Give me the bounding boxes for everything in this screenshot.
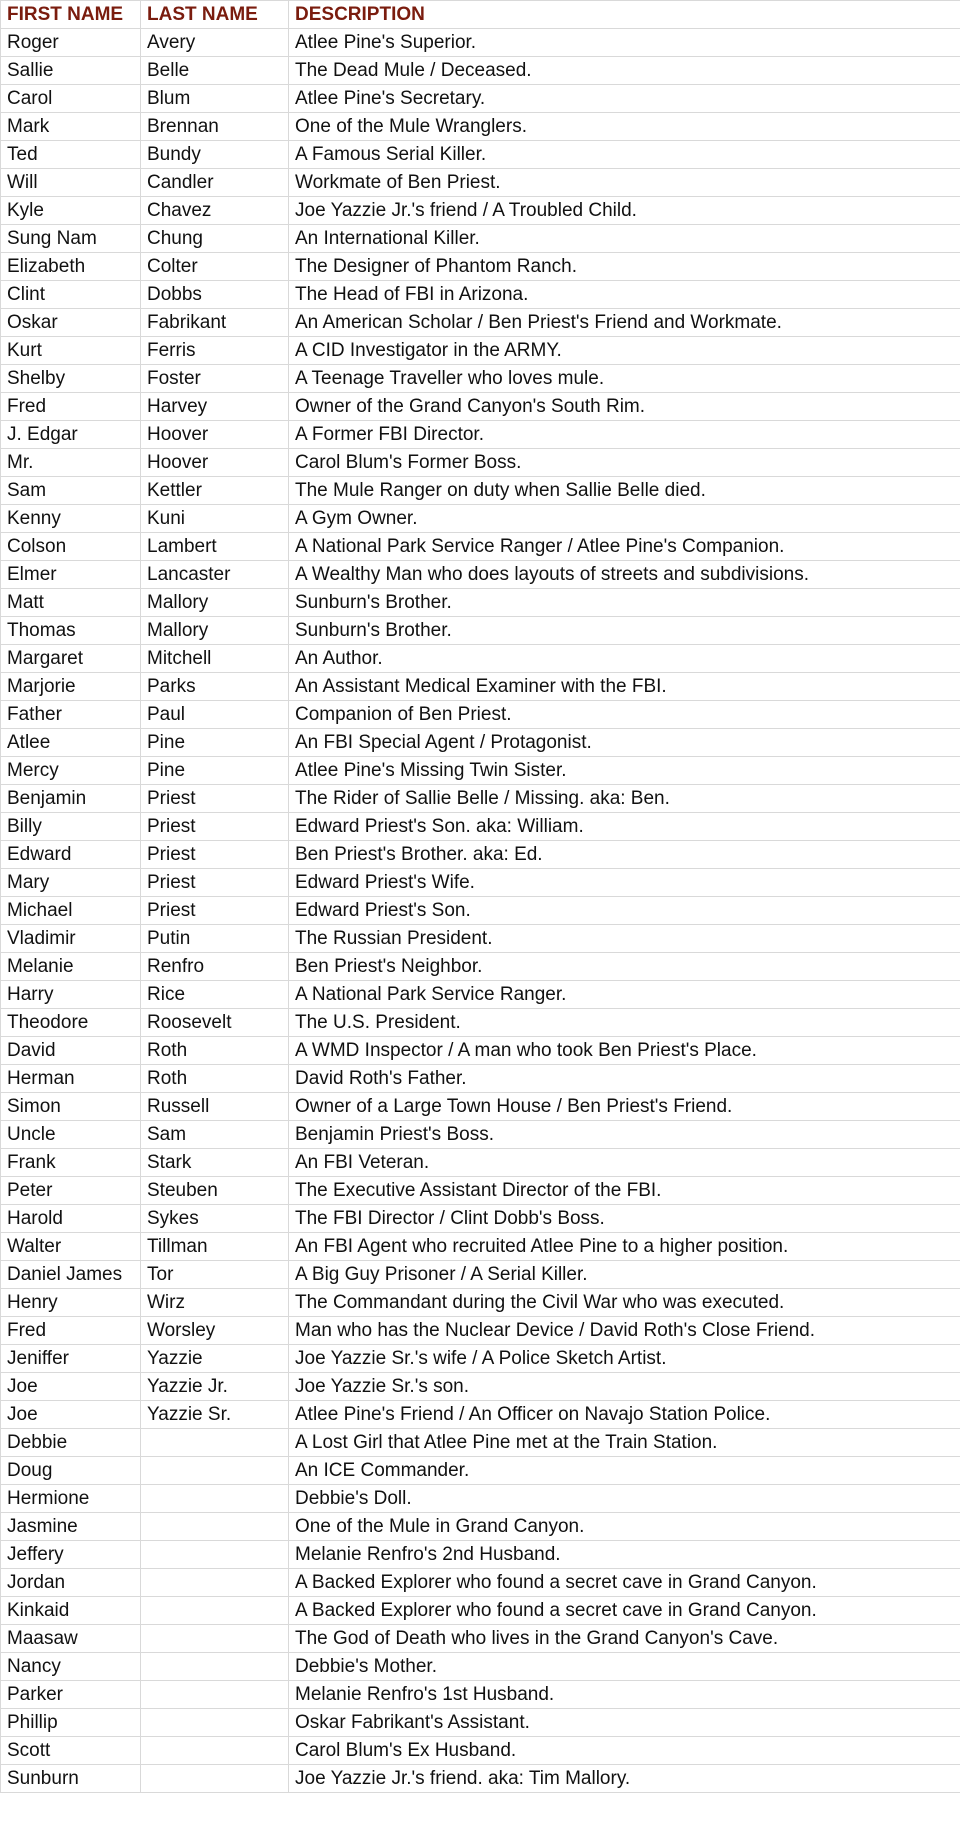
first-name-cell[interactable]: Shelby: [1, 365, 141, 393]
first-name-cell[interactable]: Fred: [1, 1317, 141, 1345]
last-name-cell[interactable]: Sam: [141, 1121, 289, 1149]
first-name-cell[interactable]: Sung Nam: [1, 225, 141, 253]
first-name-cell[interactable]: Mary: [1, 869, 141, 897]
table-row: [1, 533, 960, 561]
last-name-cell[interactable]: [141, 1681, 289, 1709]
last-name-cell[interactable]: Pine: [141, 729, 289, 757]
last-name-cell[interactable]: Belle: [141, 57, 289, 85]
description-cell[interactable]: An Author.: [289, 645, 960, 673]
first-name-cell[interactable]: Simon: [1, 1093, 141, 1121]
table-row: [1, 1177, 960, 1205]
last-name-cell[interactable]: Harvey: [141, 393, 289, 421]
description-cell[interactable]: Melanie Renfro's 1st Husband.: [289, 1681, 960, 1709]
last-name-cell[interactable]: Chavez: [141, 197, 289, 225]
description-cell[interactable]: An International Killer.: [289, 225, 960, 253]
table-row: [1, 1009, 960, 1037]
last-name-cell[interactable]: [141, 1597, 289, 1625]
last-name-cell[interactable]: Priest: [141, 897, 289, 925]
last-name-cell[interactable]: Tor: [141, 1261, 289, 1289]
last-name-cell[interactable]: Bundy: [141, 141, 289, 169]
last-name-cell[interactable]: [141, 1765, 289, 1793]
last-name-cell[interactable]: Parks: [141, 673, 289, 701]
last-name-cell[interactable]: Yazzie Sr.: [141, 1401, 289, 1429]
first-name-cell[interactable]: Herman: [1, 1065, 141, 1093]
first-name-cell[interactable]: Mr.: [1, 449, 141, 477]
description-cell[interactable]: An American Scholar / Ben Priest's Friend and Workmate.: [289, 309, 960, 337]
table-row: [1, 1345, 960, 1373]
last-name-cell[interactable]: Chung: [141, 225, 289, 253]
table-row: [1, 1737, 960, 1765]
description-cell[interactable]: Edward Priest's Son.: [289, 897, 960, 925]
table-row: [1, 253, 960, 281]
last-name-cell[interactable]: Candler: [141, 169, 289, 197]
description-cell[interactable]: Benjamin Priest's Boss.: [289, 1121, 960, 1149]
table-row: [1, 841, 960, 869]
first-name-cell[interactable]: Kurt: [1, 337, 141, 365]
last-name-cell[interactable]: Fabrikant: [141, 309, 289, 337]
last-name-cell[interactable]: Yazzie Jr.: [141, 1373, 289, 1401]
last-name-cell[interactable]: [141, 1737, 289, 1765]
description-cell[interactable]: A Lost Girl that Atlee Pine met at the Train Station.: [289, 1429, 960, 1457]
last-name-cell[interactable]: Yazzie: [141, 1345, 289, 1373]
description-cell[interactable]: The God of Death who lives in the Grand Canyon's Cave.: [289, 1625, 960, 1653]
table-row: [1, 1457, 960, 1485]
table-row: [1, 225, 960, 253]
table-row: [1, 1513, 960, 1541]
description-cell[interactable]: David Roth's Father.: [289, 1065, 960, 1093]
description-cell[interactable]: Atlee Pine's Secretary.: [289, 85, 960, 113]
table-row: [1, 813, 960, 841]
first-name-cell[interactable]: Matt: [1, 589, 141, 617]
table-row: [1, 1065, 960, 1093]
description-cell[interactable]: Debbie's Doll.: [289, 1485, 960, 1513]
table-row: [1, 1233, 960, 1261]
description-cell[interactable]: Workmate of Ben Priest.: [289, 169, 960, 197]
table-row: [1, 729, 960, 757]
description-cell[interactable]: Atlee Pine's Friend / An Officer on Navajo Station Police.: [289, 1401, 960, 1429]
last-name-cell[interactable]: Avery: [141, 29, 289, 57]
description-cell[interactable]: Sunburn's Brother.: [289, 589, 960, 617]
first-name-cell[interactable]: Jeniffer: [1, 1345, 141, 1373]
last-name-cell[interactable]: [141, 1625, 289, 1653]
first-name-cell[interactable]: Kinkaid: [1, 1597, 141, 1625]
description-cell[interactable]: One of the Mule Wranglers.: [289, 113, 960, 141]
last-name-cell[interactable]: Priest: [141, 813, 289, 841]
last-name-cell[interactable]: [141, 1457, 289, 1485]
last-name-cell[interactable]: [141, 1569, 289, 1597]
description-cell[interactable]: The Commandant during the Civil War who was executed.: [289, 1289, 960, 1317]
table-row: [1, 197, 960, 225]
table-body: [1, 29, 960, 1793]
description-cell[interactable]: A National Park Service Ranger / Atlee Pine's Companion.: [289, 533, 960, 561]
last-name-cell[interactable]: Colter: [141, 253, 289, 281]
description-cell[interactable]: Edward Priest's Wife.: [289, 869, 960, 897]
first-name-cell[interactable]: Walter: [1, 1233, 141, 1261]
last-name-cell[interactable]: Mallory: [141, 589, 289, 617]
description-cell[interactable]: A WMD Inspector / A man who took Ben Priest's Place.: [289, 1037, 960, 1065]
first-name-cell[interactable]: Theodore: [1, 1009, 141, 1037]
table-row: [1, 1317, 960, 1345]
description-cell[interactable]: One of the Mule in Grand Canyon.: [289, 1513, 960, 1541]
table-row: [1, 757, 960, 785]
description-cell[interactable]: Melanie Renfro's 2nd Husband.: [289, 1541, 960, 1569]
table-row: [1, 1401, 960, 1429]
first-name-cell[interactable]: Joe: [1, 1401, 141, 1429]
description-cell[interactable]: The Dead Mule / Deceased.: [289, 57, 960, 85]
table-row: [1, 449, 960, 477]
description-cell[interactable]: The Head of FBI in Arizona.: [289, 281, 960, 309]
last-name-cell[interactable]: Mitchell: [141, 645, 289, 673]
description-cell[interactable]: The Mule Ranger on duty when Sallie Belle died.: [289, 477, 960, 505]
last-name-cell[interactable]: Priest: [141, 869, 289, 897]
last-name-cell[interactable]: Roth: [141, 1065, 289, 1093]
table-row: [1, 617, 960, 645]
description-cell[interactable]: Edward Priest's Son. aka: William.: [289, 813, 960, 841]
first-name-cell[interactable]: Roger: [1, 29, 141, 57]
table-row: [1, 1625, 960, 1653]
description-cell[interactable]: A Big Guy Prisoner / A Serial Killer.: [289, 1261, 960, 1289]
description-cell[interactable]: A CID Investigator in the ARMY.: [289, 337, 960, 365]
first-name-cell[interactable]: Benjamin: [1, 785, 141, 813]
first-name-cell[interactable]: Clint: [1, 281, 141, 309]
last-name-cell[interactable]: Tillman: [141, 1233, 289, 1261]
first-name-cell[interactable]: Hermione: [1, 1485, 141, 1513]
table-row: [1, 281, 960, 309]
first-name-cell[interactable]: Marjorie: [1, 673, 141, 701]
description-cell[interactable]: Man who has the Nuclear Device / David Roth's Close Friend.: [289, 1317, 960, 1345]
table-row: [1, 1541, 960, 1569]
first-name-cell[interactable]: Edward: [1, 841, 141, 869]
description-cell[interactable]: Ben Priest's Neighbor.: [289, 953, 960, 981]
description-cell[interactable]: A Gym Owner.: [289, 505, 960, 533]
first-name-cell[interactable]: Jeffery: [1, 1541, 141, 1569]
first-name-cell[interactable]: Harry: [1, 981, 141, 1009]
description-cell[interactable]: A Backed Explorer who found a secret cave in Grand Canyon.: [289, 1597, 960, 1625]
table-row: [1, 113, 960, 141]
first-name-cell[interactable]: Thomas: [1, 617, 141, 645]
last-name-cell[interactable]: Lancaster: [141, 561, 289, 589]
last-name-cell[interactable]: Priest: [141, 841, 289, 869]
table-row: [1, 673, 960, 701]
last-name-cell[interactable]: Putin: [141, 925, 289, 953]
first-name-cell[interactable]: Jordan: [1, 1569, 141, 1597]
description-cell[interactable]: An FBI Veteran.: [289, 1149, 960, 1177]
table-row: [1, 645, 960, 673]
first-name-cell[interactable]: Fred: [1, 393, 141, 421]
last-name-cell[interactable]: Kettler: [141, 477, 289, 505]
table-row: [1, 365, 960, 393]
first-name-cell[interactable]: Sallie: [1, 57, 141, 85]
last-name-cell[interactable]: Steuben: [141, 1177, 289, 1205]
table-row: [1, 477, 960, 505]
table-row: [1, 337, 960, 365]
first-name-cell[interactable]: Mark: [1, 113, 141, 141]
table-row: [1, 1653, 960, 1681]
table-row: [1, 309, 960, 337]
first-name-cell[interactable]: Will: [1, 169, 141, 197]
first-name-cell[interactable]: Melanie: [1, 953, 141, 981]
description-cell[interactable]: The Russian President.: [289, 925, 960, 953]
table-row: [1, 925, 960, 953]
first-name-cell[interactable]: Michael: [1, 897, 141, 925]
last-name-cell[interactable]: Brennan: [141, 113, 289, 141]
description-cell[interactable]: Companion of Ben Priest.: [289, 701, 960, 729]
description-cell[interactable]: A Backed Explorer who found a secret cave in Grand Canyon.: [289, 1569, 960, 1597]
header-first-name[interactable]: FIRST NAME: [1, 1, 141, 29]
description-cell[interactable]: Joe Yazzie Sr.'s son.: [289, 1373, 960, 1401]
first-name-cell[interactable]: Atlee: [1, 729, 141, 757]
description-cell[interactable]: An FBI Special Agent / Protagonist.: [289, 729, 960, 757]
table-row: [1, 1093, 960, 1121]
table-row: [1, 1121, 960, 1149]
table-row: [1, 561, 960, 589]
table-row: [1, 393, 960, 421]
last-name-cell[interactable]: Wirz: [141, 1289, 289, 1317]
first-name-cell[interactable]: Uncle: [1, 1121, 141, 1149]
first-name-cell[interactable]: Debbie: [1, 1429, 141, 1457]
first-name-cell[interactable]: Elizabeth: [1, 253, 141, 281]
table-row: [1, 1289, 960, 1317]
header-description[interactable]: DESCRIPTION: [289, 1, 960, 29]
table-row: [1, 505, 960, 533]
table-row: [1, 1037, 960, 1065]
last-name-cell[interactable]: [141, 1513, 289, 1541]
first-name-cell[interactable]: Sam: [1, 477, 141, 505]
last-name-cell[interactable]: Ferris: [141, 337, 289, 365]
first-name-cell[interactable]: Carol: [1, 85, 141, 113]
description-cell[interactable]: An FBI Agent who recruited Atlee Pine to a higher position.: [289, 1233, 960, 1261]
description-cell[interactable]: The FBI Director / Clint Dobb's Boss.: [289, 1205, 960, 1233]
table-row: [1, 981, 960, 1009]
last-name-cell[interactable]: [141, 1709, 289, 1737]
first-name-cell[interactable]: Doug: [1, 1457, 141, 1485]
table-row: [1, 29, 960, 57]
first-name-cell[interactable]: Mercy: [1, 757, 141, 785]
description-cell[interactable]: The Rider of Sallie Belle / Missing. aka: Ben.: [289, 785, 960, 813]
description-cell[interactable]: A Famous Serial Killer.: [289, 141, 960, 169]
table-row: [1, 1485, 960, 1513]
last-name-cell[interactable]: [141, 1429, 289, 1457]
last-name-cell[interactable]: Rice: [141, 981, 289, 1009]
description-cell[interactable]: Carol Blum's Ex Husband.: [289, 1737, 960, 1765]
table-row: [1, 85, 960, 113]
table-row: [1, 1765, 960, 1793]
last-name-cell[interactable]: Hoover: [141, 449, 289, 477]
description-cell[interactable]: Owner of the Grand Canyon's South Rim.: [289, 393, 960, 421]
last-name-cell[interactable]: [141, 1653, 289, 1681]
description-cell[interactable]: Debbie's Mother.: [289, 1653, 960, 1681]
first-name-cell[interactable]: Father: [1, 701, 141, 729]
table-row: [1, 1429, 960, 1457]
first-name-cell[interactable]: Phillip: [1, 1709, 141, 1737]
description-cell[interactable]: The U.S. President.: [289, 1009, 960, 1037]
first-name-cell[interactable]: Colson: [1, 533, 141, 561]
table-row: [1, 1597, 960, 1625]
first-name-cell[interactable]: Vladimir: [1, 925, 141, 953]
first-name-cell[interactable]: Kyle: [1, 197, 141, 225]
description-cell[interactable]: The Executive Assistant Director of the FBI.: [289, 1177, 960, 1205]
first-name-cell[interactable]: J. Edgar: [1, 421, 141, 449]
description-cell[interactable]: Atlee Pine's Superior.: [289, 29, 960, 57]
description-cell[interactable]: Sunburn's Brother.: [289, 617, 960, 645]
last-name-cell[interactable]: Blum: [141, 85, 289, 113]
first-name-cell[interactable]: Oskar: [1, 309, 141, 337]
table-row: [1, 869, 960, 897]
description-cell[interactable]: An Assistant Medical Examiner with the FBI.: [289, 673, 960, 701]
last-name-cell[interactable]: Mallory: [141, 617, 289, 645]
table-row: [1, 1709, 960, 1737]
first-name-cell[interactable]: Harold: [1, 1205, 141, 1233]
description-cell[interactable]: Joe Yazzie Jr.'s friend. aka: Tim Mallory.: [289, 1765, 960, 1793]
first-name-cell[interactable]: Frank: [1, 1149, 141, 1177]
first-name-cell[interactable]: Parker: [1, 1681, 141, 1709]
first-name-cell[interactable]: Maasaw: [1, 1625, 141, 1653]
table-row: [1, 57, 960, 85]
first-name-cell[interactable]: Sunburn: [1, 1765, 141, 1793]
last-name-cell[interactable]: Lambert: [141, 533, 289, 561]
first-name-cell[interactable]: Billy: [1, 813, 141, 841]
last-name-cell[interactable]: Renfro: [141, 953, 289, 981]
table-row: [1, 1149, 960, 1177]
table-row: [1, 701, 960, 729]
last-name-cell[interactable]: [141, 1541, 289, 1569]
description-cell[interactable]: Owner of a Large Town House / Ben Priest's Friend.: [289, 1093, 960, 1121]
description-cell[interactable]: A National Park Service Ranger.: [289, 981, 960, 1009]
last-name-cell[interactable]: Stark: [141, 1149, 289, 1177]
last-name-cell[interactable]: Roosevelt: [141, 1009, 289, 1037]
description-cell[interactable]: A Teenage Traveller who loves mule.: [289, 365, 960, 393]
table-row: [1, 897, 960, 925]
description-cell[interactable]: Atlee Pine's Missing Twin Sister.: [289, 757, 960, 785]
first-name-cell[interactable]: Ted: [1, 141, 141, 169]
last-name-cell[interactable]: Roth: [141, 1037, 289, 1065]
table-row: [1, 1569, 960, 1597]
header-last-name[interactable]: LAST NAME: [141, 1, 289, 29]
description-cell[interactable]: The Designer of Phantom Ranch.: [289, 253, 960, 281]
table-row: [1, 421, 960, 449]
description-cell[interactable]: An ICE Commander.: [289, 1457, 960, 1485]
last-name-cell[interactable]: [141, 1485, 289, 1513]
description-cell[interactable]: A Former FBI Director.: [289, 421, 960, 449]
first-name-cell[interactable]: David: [1, 1037, 141, 1065]
first-name-cell[interactable]: Joe: [1, 1373, 141, 1401]
last-name-cell[interactable]: Foster: [141, 365, 289, 393]
table-row: [1, 1205, 960, 1233]
last-name-cell[interactable]: Worsley: [141, 1317, 289, 1345]
last-name-cell[interactable]: Pine: [141, 757, 289, 785]
first-name-cell[interactable]: Peter: [1, 1177, 141, 1205]
last-name-cell[interactable]: Dobbs: [141, 281, 289, 309]
last-name-cell[interactable]: Sykes: [141, 1205, 289, 1233]
first-name-cell[interactable]: Daniel James: [1, 1261, 141, 1289]
table-row: [1, 169, 960, 197]
first-name-cell[interactable]: Scott: [1, 1737, 141, 1765]
description-cell[interactable]: Carol Blum's Former Boss.: [289, 449, 960, 477]
header-row: [1, 1, 960, 29]
table-row: [1, 589, 960, 617]
description-cell[interactable]: A Wealthy Man who does layouts of streets and subdivisions.: [289, 561, 960, 589]
description-cell[interactable]: Oskar Fabrikant's Assistant.: [289, 1709, 960, 1737]
first-name-cell[interactable]: Henry: [1, 1289, 141, 1317]
last-name-cell[interactable]: Paul: [141, 701, 289, 729]
first-name-cell[interactable]: Jasmine: [1, 1513, 141, 1541]
table-row: [1, 1681, 960, 1709]
last-name-cell[interactable]: Hoover: [141, 421, 289, 449]
table-row: [1, 953, 960, 981]
last-name-cell[interactable]: Priest: [141, 785, 289, 813]
first-name-cell[interactable]: Kenny: [1, 505, 141, 533]
first-name-cell[interactable]: Elmer: [1, 561, 141, 589]
description-cell[interactable]: Joe Yazzie Jr.'s friend / A Troubled Child.: [289, 197, 960, 225]
description-cell[interactable]: Ben Priest's Brother. aka: Ed.: [289, 841, 960, 869]
first-name-cell[interactable]: Margaret: [1, 645, 141, 673]
last-name-cell[interactable]: Russell: [141, 1093, 289, 1121]
first-name-cell[interactable]: Nancy: [1, 1653, 141, 1681]
table-row: [1, 1373, 960, 1401]
table-row: [1, 785, 960, 813]
last-name-cell[interactable]: Kuni: [141, 505, 289, 533]
table-row: [1, 141, 960, 169]
description-cell[interactable]: Joe Yazzie Sr.'s wife / A Police Sketch Artist.: [289, 1345, 960, 1373]
table-row: [1, 1261, 960, 1289]
